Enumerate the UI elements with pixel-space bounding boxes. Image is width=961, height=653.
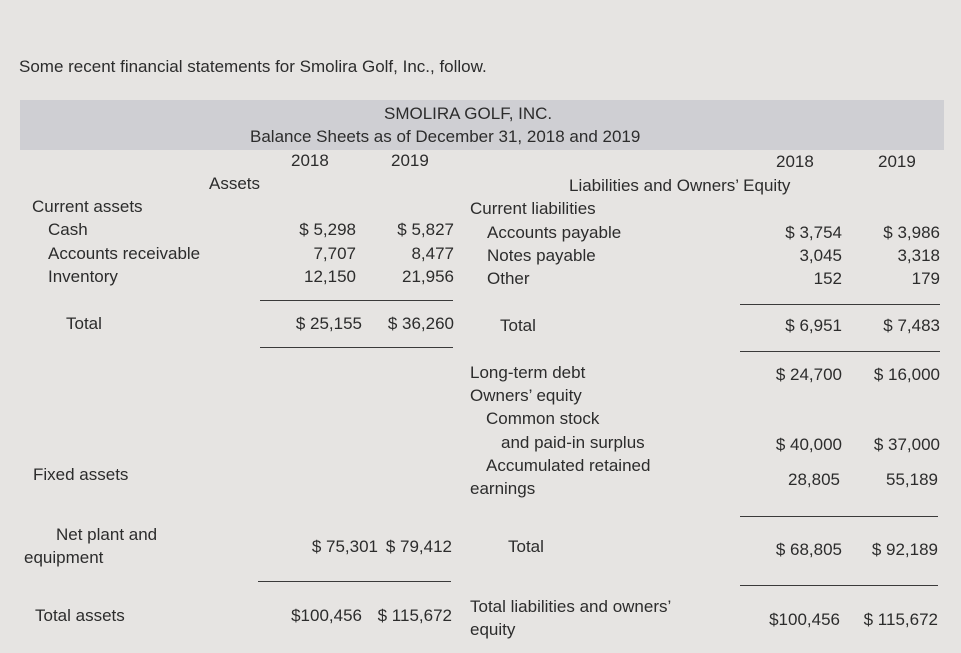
intro-text: Some recent financial statements for Smolira Golf, Inc., follow. [19,57,487,76]
np-2018: 3,045 [799,246,842,265]
current-liabilities-total-label: Total [500,316,536,335]
fixed-assets-heading: Fixed assets [33,465,129,484]
total-assets-2019: $ 115,672 [377,606,452,625]
liab-current-rule [740,304,940,305]
other-label: Other [487,269,530,288]
header-year-2019: 2019 [391,151,429,170]
cash-label: Cash [48,220,88,239]
total-assets-2018: $100,456 [291,606,362,625]
statement-subtitle: Balance Sheets as of December 31, 2018 and 2019 [250,127,641,146]
owners-equity-total-2018: $ 68,805 [775,540,842,559]
inventory-2019: 21,956 [402,267,454,286]
assets-heading: Assets [209,174,261,193]
liab-year-2019: 2019 [878,152,916,171]
ar-label: Accounts receivable [48,244,201,263]
assets-current-rule [260,300,453,301]
ltd-label: Long-term debt [470,363,586,382]
np-2019: 3,318 [897,246,940,265]
common-stock-2018: $ 40,000 [775,435,842,454]
retained-earnings-2018: 28,805 [788,470,840,489]
net-plant-rule [258,581,451,582]
liab-total-rule [740,351,940,352]
net-plant-label-2: equipment [24,548,104,567]
owners-equity-total-2019: $ 92,189 [871,540,938,559]
common-stock-2019: $ 37,000 [873,435,940,454]
other-2019: 179 [911,269,940,288]
assets-total-rule [260,347,453,348]
inventory-2018: 12,150 [304,267,356,286]
ap-2018: $ 3,754 [785,223,842,242]
net-plant-label-1: Net plant and [56,525,158,544]
retained-earnings-2019: 55,189 [886,470,938,489]
ltd-2019: $ 16,000 [873,365,940,384]
current-assets-total-2019: $ 36,260 [387,314,454,333]
ltd-2018: $ 24,700 [775,365,842,384]
owners-equity-total-label: Total [508,537,544,556]
other-2018: 152 [813,269,842,288]
ar-2019: 8,477 [411,244,454,263]
total-le-2018: $100,456 [769,610,840,629]
ar-2018: 7,707 [313,244,356,263]
total-le-2019: $ 115,672 [863,610,938,629]
total-le-label-2: equity [470,620,516,639]
header-year-2018: 2018 [291,151,329,170]
common-stock-label-2: and paid-in surplus [501,433,645,452]
total-le-label-1: Total liabilities and owners’ [470,597,672,616]
cash-2018: $ 5,298 [299,220,356,239]
company-name: SMOLIRA GOLF, INC. [384,104,553,123]
current-assets-total-label: Total [66,314,102,333]
current-liabilities-total-2018: $ 6,951 [785,316,842,335]
net-plant-2018: $ 75,301 [311,537,378,556]
current-assets-total-2018: $ 25,155 [295,314,362,333]
np-label: Notes payable [487,246,596,265]
net-plant-2019: $ 79,412 [385,537,452,556]
ap-2019: $ 3,986 [883,223,940,242]
oe-total-rule [740,585,938,586]
liab-year-2018: 2018 [776,152,814,171]
retained-earnings-label-1: Accumulated retained [486,456,651,475]
common-stock-label-1: Common stock [486,409,600,428]
ap-label: Accounts payable [487,223,622,242]
retained-earnings-label-2: earnings [470,479,536,498]
total-assets-label: Total assets [35,606,125,625]
inventory-label: Inventory [48,267,118,286]
liabilities-heading: Liabilities and Owners’ Equity [569,176,791,195]
current-liabilities-total-2019: $ 7,483 [883,316,940,335]
current-liabilities-heading: Current liabilities [470,199,596,218]
cash-2019: $ 5,827 [397,220,454,239]
current-assets-heading: Current assets [32,197,143,216]
oe-rule [740,516,938,517]
owners-equity-heading: Owners’ equity [470,386,582,405]
